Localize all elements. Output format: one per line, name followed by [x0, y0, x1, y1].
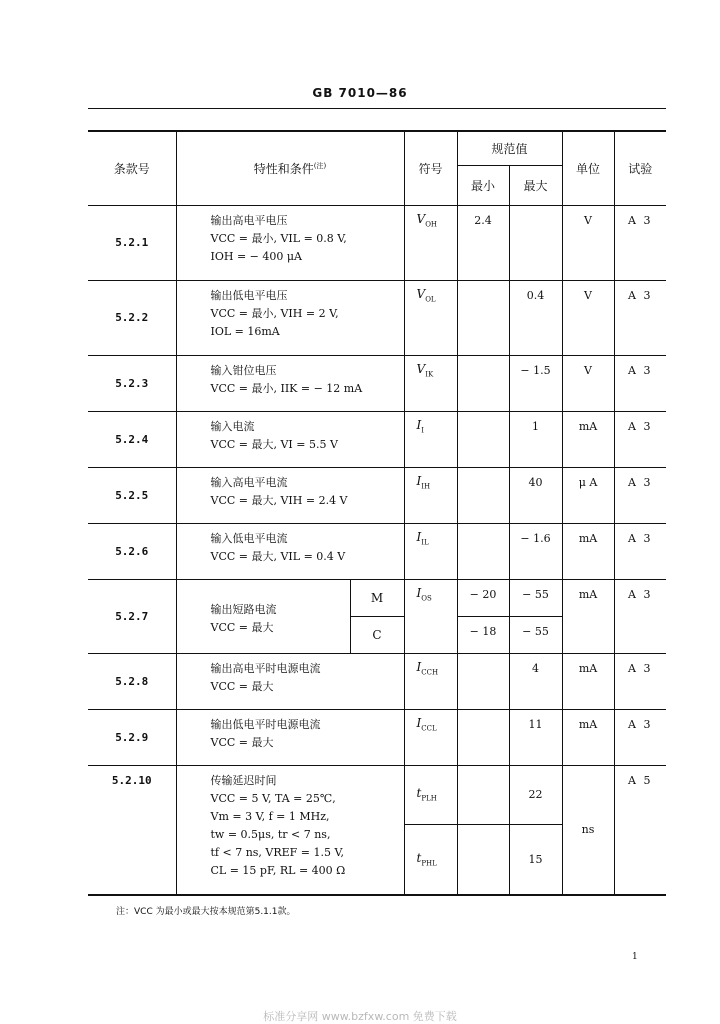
max-cell: − 55 — [509, 616, 562, 653]
symbol-cell — [404, 579, 457, 653]
standard-number: GB 7010—86 — [312, 86, 408, 100]
condition-line: VCC = 最大 — [210, 621, 274, 634]
condition-line: 输入低电平电流 — [210, 531, 288, 545]
condition-line: IOH = − 400 μA — [210, 249, 302, 263]
symbol-cell — [404, 355, 457, 411]
header-rule — [88, 108, 666, 109]
symbol-subscript: IL — [421, 537, 429, 546]
test-cell: A 3 — [614, 355, 666, 411]
test-cell: A 3 — [614, 205, 666, 280]
symbol-subscript: I — [421, 425, 425, 434]
min-cell — [457, 355, 509, 411]
symbol-letter: V — [416, 211, 426, 226]
symbol-letter: t — [416, 851, 422, 866]
col-header-unit: 单位 — [562, 131, 614, 205]
symbol-subscript: OL — [425, 294, 436, 303]
unit-cell: mA — [562, 579, 614, 653]
condition-line: CL = 15 pF, RL = 400 Ω — [210, 863, 346, 877]
test-cell: A 3 — [614, 709, 666, 765]
max-cell: − 55 — [509, 579, 562, 616]
condition-line: 输入高电平电流 — [210, 475, 288, 489]
symbol-letter: V — [416, 286, 426, 301]
unit-cell: μ A — [562, 467, 614, 523]
condition-cell — [176, 280, 404, 355]
spec-table — [88, 130, 666, 896]
symbol-cell — [404, 467, 457, 523]
clause-cell: 5.2.3 — [88, 355, 176, 411]
symbol-subscript: IK — [425, 369, 434, 378]
col-header-spec: 规范值 — [457, 131, 562, 165]
condition-cell — [176, 653, 404, 709]
max-cell — [509, 205, 562, 280]
clause-cell: 5.2.7 — [88, 579, 176, 653]
unit-cell: ns — [562, 765, 614, 895]
condition-line: 输入钳位电压 — [210, 363, 277, 377]
condition-line: VCC = 最大, VIL = 0.4 V — [210, 549, 346, 563]
condition-cell — [176, 205, 404, 280]
condition-line: 传输延迟时间 — [210, 773, 277, 787]
max-cell: 4 — [509, 653, 562, 709]
clause-cell: 5.2.5 — [88, 467, 176, 523]
col-header-min: 最小 — [457, 165, 509, 205]
min-cell: − 20 — [457, 579, 509, 616]
symbol-subscript: CCL — [421, 723, 437, 732]
symbol-cell — [404, 824, 457, 895]
clause-cell: 5.2.4 — [88, 411, 176, 467]
test-cell: A 5 — [614, 765, 666, 895]
symbol-subscript: CCH — [421, 667, 439, 676]
symbol-subscript: IH — [421, 481, 431, 490]
max-cell: 40 — [509, 467, 562, 523]
watermark: 标准分享网 www.bzfxw.com 免费下载 — [263, 1010, 457, 1023]
condition-line: 输出低电平电压 — [210, 288, 288, 302]
condition-line: VCC = 最小, VIL = 0.8 V, — [210, 231, 347, 245]
unit-cell: mA — [562, 411, 614, 467]
max-cell: 1 — [509, 411, 562, 467]
table-row — [88, 765, 666, 824]
clause-cell: 5.2.10 — [88, 765, 176, 895]
symbol-subscript: PLH — [421, 794, 437, 803]
condition-cell — [176, 467, 404, 523]
min-cell — [457, 709, 509, 765]
col-header-condition — [176, 131, 404, 205]
test-cell: A 3 — [614, 280, 666, 355]
table-row — [88, 709, 666, 765]
condition-line: 输出低电平时电源电流 — [210, 717, 321, 731]
unit-cell: V — [562, 355, 614, 411]
test-cell: A 3 — [614, 523, 666, 579]
condition-cell — [176, 709, 404, 765]
max-cell: 0.4 — [509, 280, 562, 355]
clause-cell: 5.2.2 — [88, 280, 176, 355]
test-cell: A 3 — [614, 411, 666, 467]
symbol-letter: I — [416, 715, 422, 730]
footnote: 注：VCC 为最小或最大按本规范第5.1.1款。 — [116, 907, 296, 917]
condition-cell — [176, 411, 404, 467]
symbol-subscript: OS — [421, 593, 432, 602]
col-header-condition-text: 特性和条件 — [253, 161, 314, 176]
clause-cell: 5.2.8 — [88, 653, 176, 709]
table-row — [88, 467, 666, 523]
condition-cell — [176, 765, 404, 895]
condition-line: 输出短路电流 — [210, 603, 277, 616]
max-cell: 15 — [509, 824, 562, 895]
condition-line: tf < 7 ns, VREF = 1.5 V, — [210, 845, 345, 859]
condition-line: Vm = 3 V, f = 1 MHz, — [210, 809, 330, 823]
symbol-letter: I — [416, 417, 422, 432]
col-header-clause: 条款号 — [88, 131, 176, 205]
unit-cell: mA — [562, 653, 614, 709]
max-cell: 22 — [509, 765, 562, 824]
symbol-cell — [404, 765, 457, 824]
condition-line: 输入电流 — [210, 419, 255, 433]
symbol-cell — [404, 709, 457, 765]
symbol-letter: t — [416, 786, 422, 801]
symbol-cell — [404, 653, 457, 709]
unit-cell: mA — [562, 709, 614, 765]
clause-cell: 5.2.1 — [88, 205, 176, 280]
symbol-cell — [404, 411, 457, 467]
table-row — [88, 280, 666, 355]
col-header-max: 最大 — [509, 165, 562, 205]
condition-line: VCC = 最小, VIH = 2 V, — [210, 306, 339, 320]
col-header-test: 试验 — [614, 131, 666, 205]
condition-note-marker: (注) — [313, 161, 327, 170]
unit-cell: V — [562, 280, 614, 355]
min-cell — [457, 280, 509, 355]
clause-cell: 5.2.9 — [88, 709, 176, 765]
table-row — [88, 205, 666, 280]
min-cell: − 18 — [457, 616, 509, 653]
symbol-letter: I — [416, 529, 422, 544]
unit-cell: mA — [562, 523, 614, 579]
clause-cell: 5.2.6 — [88, 523, 176, 579]
condition-line: VCC = 最小, IIK = − 12 mA — [210, 381, 363, 395]
condition-cell — [176, 579, 350, 653]
test-cell: A 3 — [614, 579, 666, 653]
grade-cell: C — [350, 616, 404, 653]
condition-cell — [176, 355, 404, 411]
condition-line: IOL = 16mA — [210, 324, 280, 338]
symbol-subscript: PHL — [421, 859, 437, 868]
condition-cell — [176, 523, 404, 579]
grade-cell: M — [350, 579, 404, 616]
max-cell: − 1.5 — [509, 355, 562, 411]
min-cell — [457, 467, 509, 523]
min-cell: 2.4 — [457, 205, 509, 280]
test-cell: A 3 — [614, 653, 666, 709]
max-cell: − 1.6 — [509, 523, 562, 579]
table-row — [88, 579, 666, 616]
symbol-cell — [404, 280, 457, 355]
symbol-subscript: OH — [425, 219, 438, 228]
condition-line: 输出高电平电压 — [210, 213, 288, 227]
condition-line: VCC = 最大 — [210, 679, 274, 693]
symbol-letter: I — [416, 585, 422, 600]
symbol-letter: I — [416, 473, 422, 488]
min-cell — [457, 523, 509, 579]
table-row — [88, 653, 666, 709]
table-row — [88, 411, 666, 467]
condition-line: tw = 0.5μs, tr < 7 ns, — [210, 827, 331, 841]
table-row — [88, 523, 666, 579]
symbol-cell — [404, 523, 457, 579]
min-cell — [457, 765, 509, 824]
condition-line: VCC = 5 V, TA = 25℃, — [210, 791, 336, 805]
condition-line: VCC = 最大 — [210, 735, 274, 749]
unit-cell: V — [562, 205, 614, 280]
symbol-cell — [404, 205, 457, 280]
condition-line: 输出高电平时电源电流 — [210, 661, 321, 675]
min-cell — [457, 653, 509, 709]
symbol-letter: I — [416, 659, 422, 674]
min-cell — [457, 824, 509, 895]
page-number: 1 — [632, 952, 638, 962]
condition-line: VCC = 最大, VI = 5.5 V — [210, 437, 338, 451]
max-cell: 11 — [509, 709, 562, 765]
test-cell: A 3 — [614, 467, 666, 523]
symbol-letter: V — [416, 361, 426, 376]
min-cell — [457, 411, 509, 467]
col-header-symbol: 符号 — [404, 131, 457, 205]
condition-line: VCC = 最大, VIH = 2.4 V — [210, 493, 348, 507]
table-row — [88, 355, 666, 411]
